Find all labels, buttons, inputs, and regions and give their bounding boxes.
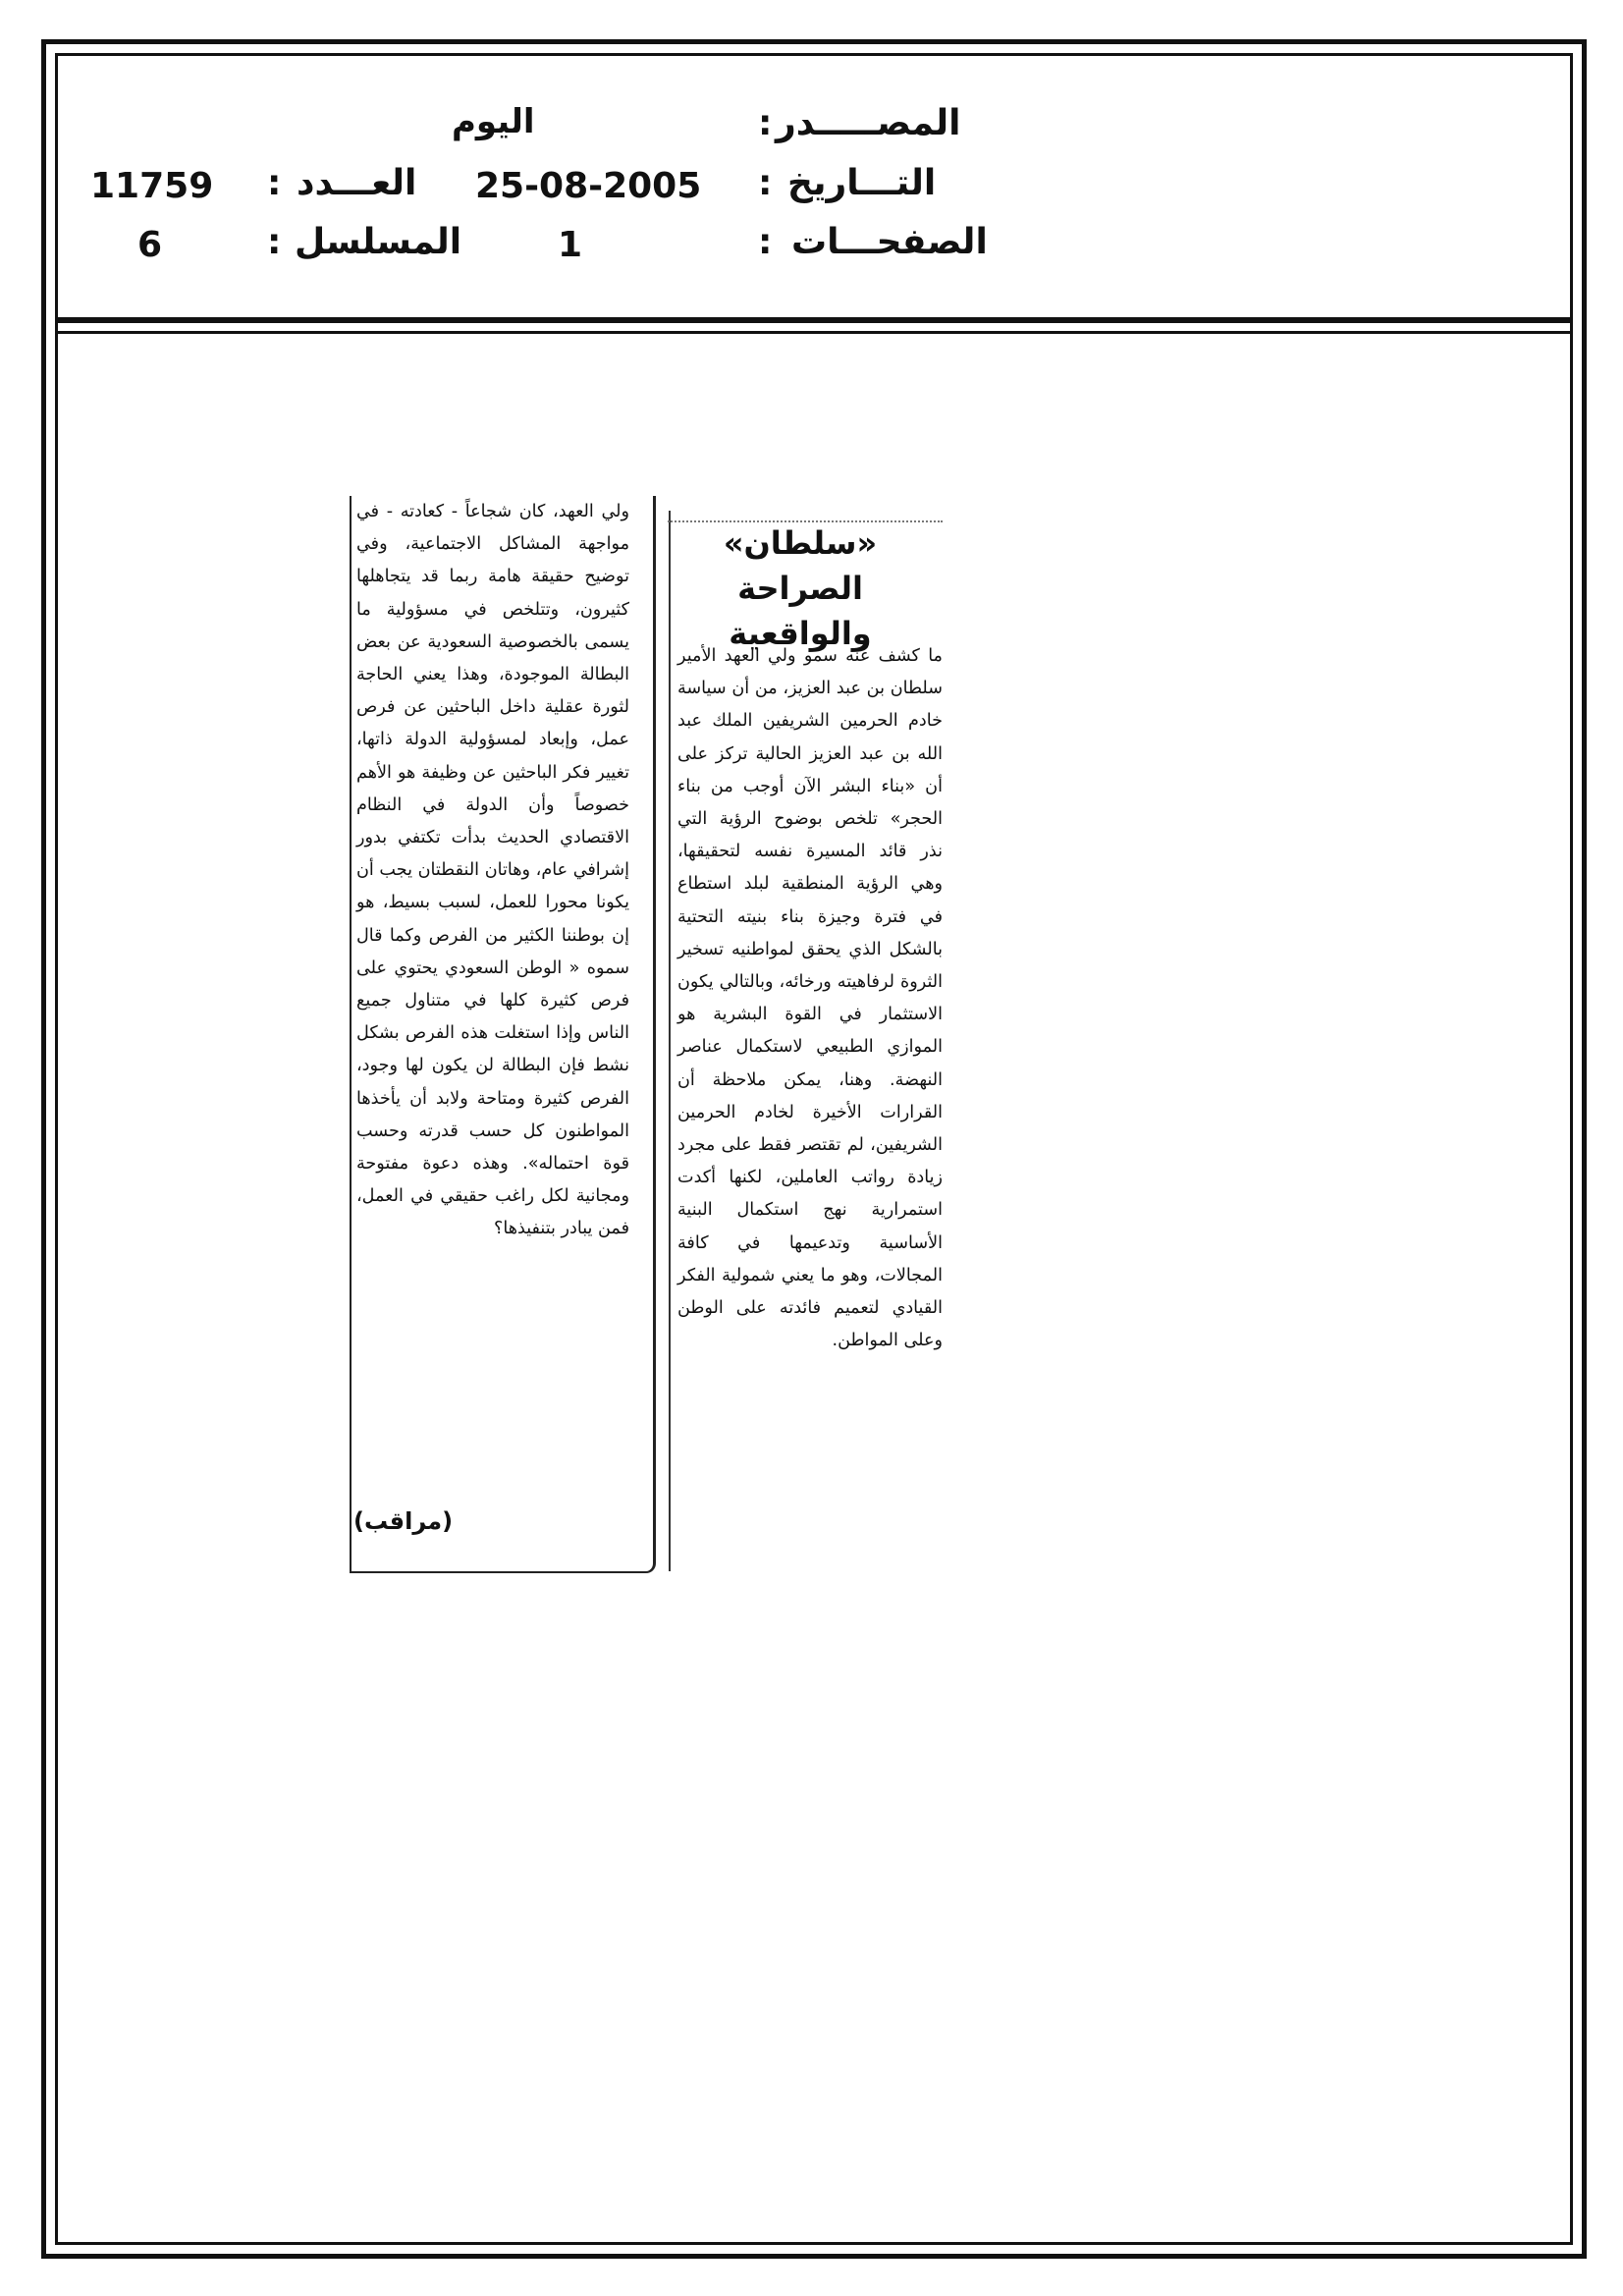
- pages-label: الصفحـــات: [791, 222, 988, 262]
- pages-value: 1: [558, 225, 583, 265]
- issue-label: العـــدد: [297, 163, 417, 203]
- article-title: [677, 520, 923, 656]
- column-divider: [669, 511, 671, 1571]
- date-colon: :: [758, 163, 773, 203]
- source-label: المصـــــدر: [776, 103, 961, 143]
- article-signature: (مراقب): [353, 1507, 454, 1535]
- date-label: التـــاريخ: [787, 163, 937, 203]
- article-title-line-2: والواقعية: [729, 615, 872, 652]
- header-divider-thin: [55, 331, 1573, 334]
- article-column-left: ولي العهد، كان شجاعاً - كعادته - في مواجهة المشاكل الاجتماعية، وفي توضيح حقيقة هامة ربما قد يتجاهلها كثيرون، وتتلخص في مسؤولية ما يسمى بالخصوصية السعودية عن بعض البطالة الموجودة، وهذا يعني الحاجة لثورة عقلية داخل الباحثين عن فرص عمل، وإبعاد لمسؤولية الدولة ذاتها، تغيير فكر الباحثين عن وظيفة هو الأهم خصوصاً وأن الدولة في النظام الاقتصادي الحديث بدأت تكتفي بدور إشرافي عام، وهاتان النقطتان يجب أن يكونا محورا للعمل، لسبب بسيط، هو إن بوطننا الكثير من الفرص وكما قال سموه « الوطن السعودي يحتوي على فرص كثيرة كلها في متناول جميع الناس وإذا استغلت هذه الفرص بشكل نشط فإن البطالة لن يكون لها وجود، الفرص كثيرة ومتاحة ولابد أن يأخذها المواطنون كل حسب قدرته وحسب قوة احتماله». وهذه دعوة مفتوحة ومجانية لكل راغب حقيقي في العمل، فمن يبادر بتنفيذها؟: [356, 502, 629, 1239]
- source-value: اليوم: [452, 102, 535, 141]
- serial-value: 6: [137, 225, 163, 265]
- serial-label: المسلسل: [295, 222, 462, 262]
- issue-value: 11759: [90, 166, 214, 206]
- issue-colon: :: [267, 163, 282, 203]
- source-colon: :: [758, 103, 773, 143]
- serial-colon: :: [267, 222, 282, 262]
- pages-colon: :: [758, 222, 773, 262]
- article-title-line-1: «سلطان» الصراحة: [723, 524, 878, 607]
- header-divider: [55, 317, 1573, 323]
- date-value: 25-08-2005: [475, 166, 702, 206]
- article-column-right: ما كشف عنه سمو ولي العهد الأمير سلطان بن عبد العزيز، من أن سياسة خادم الحرمين الشريفين الملك عبد الله بن عبد العزيز الحالية تركز على أن «بناء البشر الآن أوجب من بناء الحجر» تلخص بوضوح الرؤية التي نذر قائد المسيرة نفسه لتحقيقها، وهي الرؤية المنطقية لبلد استطاع في فترة وجيزة بناء بنيته التحتية بالشكل الذي يحقق لمواطنيه تسخير الثروة لرفاهيته ورخائه، وبالتالي يكون الاستثمار في القوة البشرية هو الموازي الطبيعي لاستكمال عناصر النهضة. وهنا، يمكن ملاحظة أن القرارات الأخيرة لخادم الحرمين الشريفين، لم تقتصر فقط على مجرد زيادة رواتب العاملين، لكنها أكدت استمرارية نهج استكمال البنية الأساسية وتدعيمها في كافة المجالات، وهو ما يعني شمولية الفكر القيادي لتعميم فائدته على الوطن وعلى المواطن.: [677, 646, 943, 1351]
